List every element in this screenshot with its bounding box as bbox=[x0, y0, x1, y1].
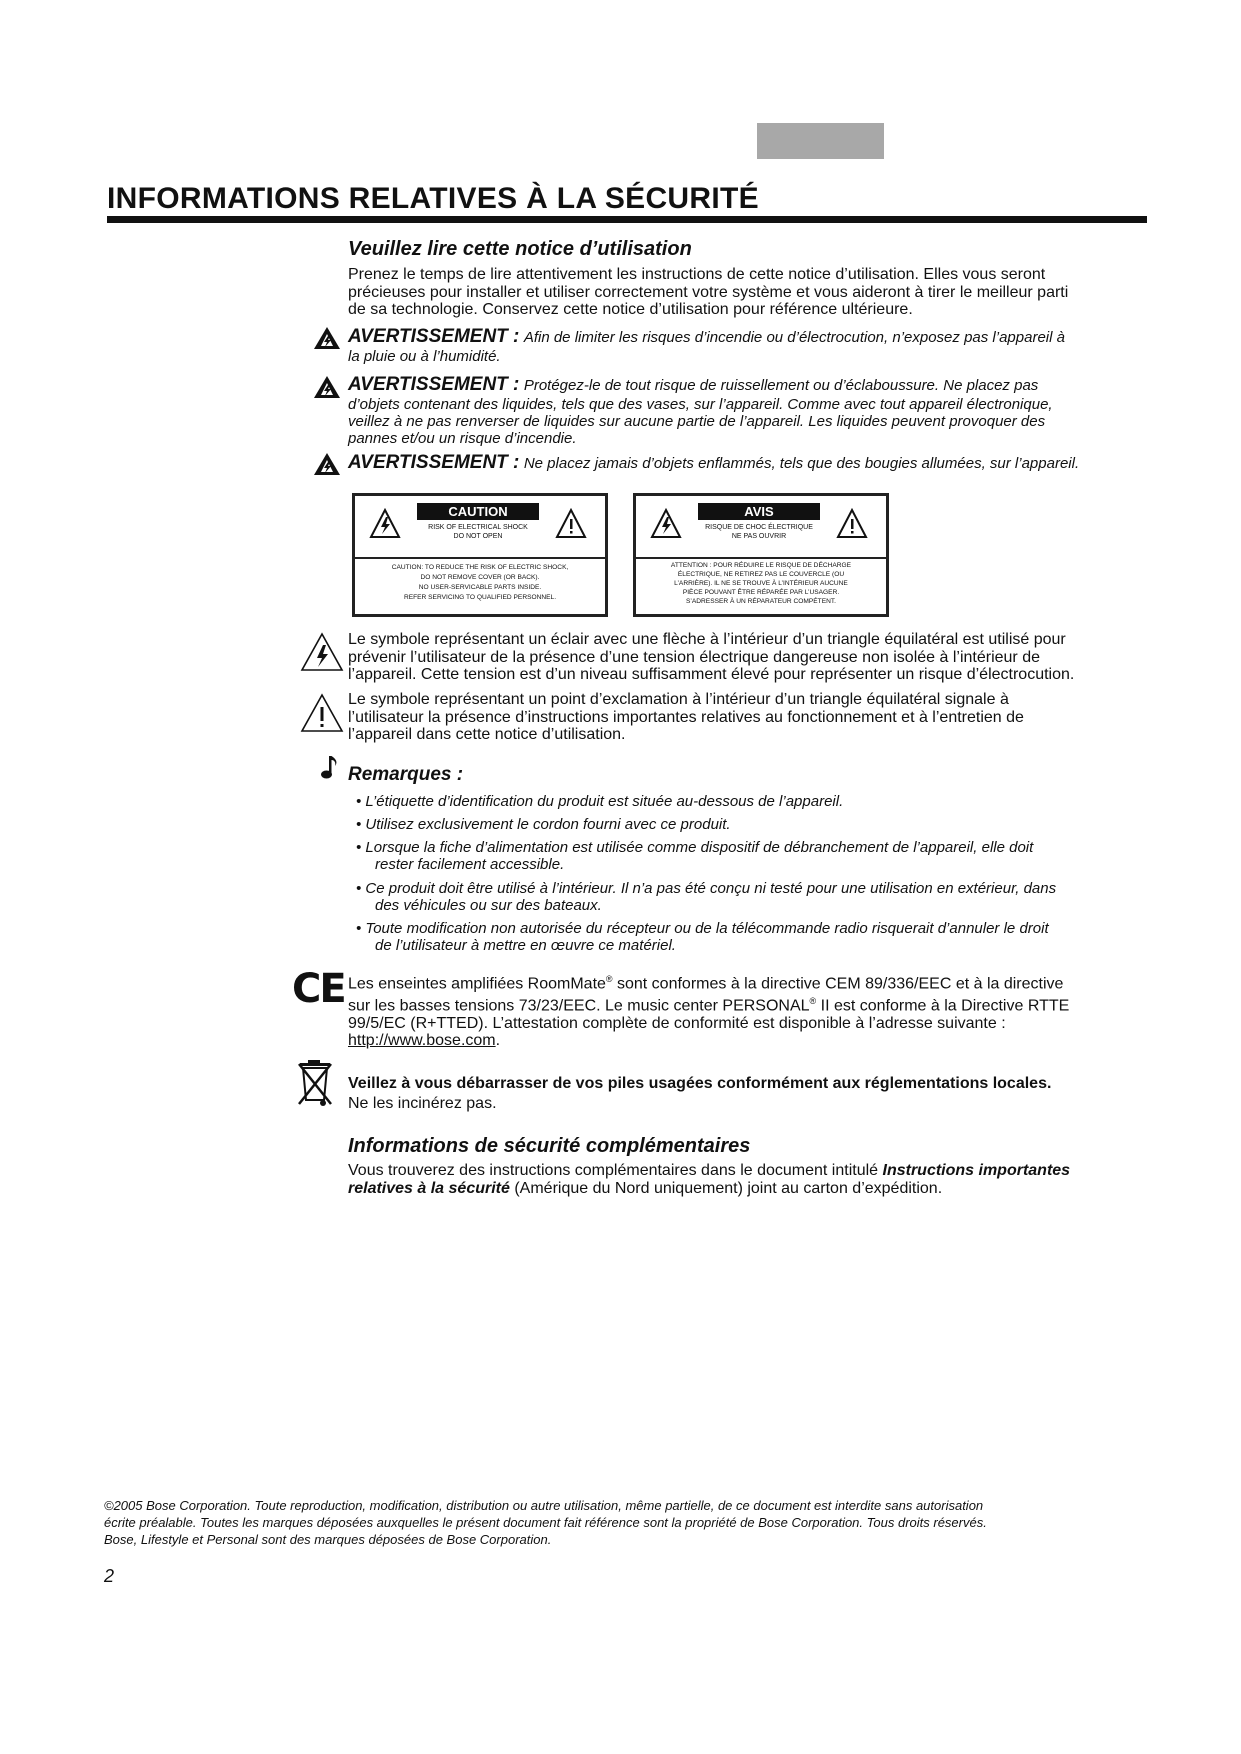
warning-line: Ne placez jamais d’objets enflammés, tels que des bougies allumées, sur l’appareil. bbox=[523, 455, 1080, 472]
read-notice-body bbox=[348, 266, 1148, 319]
read-notice-line: Prenez le temps de lire attentivement les instructions de cette notice d’utilisation. Elles vous seront bbox=[348, 266, 1046, 283]
remarks-heading: Remarques : bbox=[348, 764, 464, 785]
additional-line: Vous trouverez des instructions complémentaires dans le document intitulé bbox=[348, 1162, 883, 1179]
caution-title: AVIS bbox=[698, 503, 820, 520]
exclamation-triangle-icon bbox=[836, 508, 868, 540]
caution-title: CAUTION bbox=[417, 503, 539, 520]
ce-line: Les enseintes amplifiées RoomMate bbox=[348, 975, 606, 993]
caution-label-top bbox=[355, 496, 605, 559]
warning-label: AVERTISSEMENT : bbox=[348, 374, 520, 395]
warning-label: AVERTISSEMENT : bbox=[348, 326, 520, 347]
warning-block bbox=[348, 374, 1148, 447]
warning-line: Afin de limiter les risques d’incendie ou d’électrocution, n’exposez pas l’appareil à bbox=[523, 329, 1065, 346]
remark-item bbox=[356, 880, 1156, 914]
caution-bottom-text bbox=[355, 559, 605, 614]
footer-line: ©2005 Bose Corporation. Toute reproduction, modification, distribution ou autre utilisation, même partielle, de ce document est interdite sans autorisation bbox=[104, 1498, 984, 1513]
read-notice-line: précieuses pour installer et utiliser correctement votre système et vous aideront à tirer le meilleur parti bbox=[348, 283, 1069, 301]
additional-info-text bbox=[348, 1162, 1168, 1197]
ce-text: Les enseintes amplifiées RoomMate® sont conformes à la directive CEM 89/336/EEC et à la directive sur les basses tensions 73/23/EEC. Le music center PERSONAL® II est conforme à la Directive RTTE 99/5/EC (R+TTED). L’attestation complète de conformité est disponible à l’adresse suivante : http://www.bose.com. bbox=[348, 971, 1148, 1050]
bullet: • bbox=[356, 880, 366, 897]
symbol-line: l’appareil dans cette notice d’utilisation. bbox=[348, 726, 626, 743]
caution-label-top bbox=[636, 496, 886, 559]
caution-sub-line: NE PAS OUVRIR bbox=[731, 533, 787, 540]
symbol-line: l’appareil. Cette tension est d’un niveau suffisamment élevé pour représenter un risque d’électrocution. bbox=[348, 666, 1075, 683]
symbol-line: Le symbole représentant un point d’exclamation à l’intérieur d’un triangle équilatéral signale à bbox=[348, 691, 1009, 708]
lightning-triangle-icon bbox=[650, 508, 682, 540]
ce-line: sont conformes à la directive CEM 89/336/EEC et à la directive bbox=[612, 975, 1064, 993]
symbol-line: l’utilisateur la présence d’instructions importantes relatives au fonctionnement et à l’entretien de bbox=[348, 708, 1024, 726]
exclamation-triangle-icon bbox=[555, 508, 587, 540]
battery-bold-line: Veillez à vous débarrasser de vos piles usagées conformément aux réglementations locales. bbox=[348, 1075, 1052, 1092]
bullet: • bbox=[356, 793, 366, 810]
remark-line: rester facilement accessible. bbox=[375, 856, 565, 873]
remark-line: Lorsque la fiche d’alimentation est utilisée comme dispositif de débranchement de l’appareil, elle doit bbox=[365, 839, 1034, 856]
bullet: • bbox=[356, 920, 366, 937]
registered-mark: ® bbox=[605, 974, 613, 984]
remark-item bbox=[356, 793, 1156, 810]
warning-block bbox=[348, 452, 1168, 474]
symbol-line: prévenir l’utilisateur de la présence d’une tension électrique dangereuse non isolée à l’intérieur de bbox=[348, 648, 1040, 666]
caution-sub bbox=[413, 523, 543, 541]
ce-mark-icon: CE bbox=[292, 966, 345, 1012]
additional-title-ref: Instructions importantes bbox=[882, 1162, 1071, 1179]
remark-item bbox=[356, 839, 1156, 873]
remark-item bbox=[356, 920, 1156, 954]
caution-sub-line: RISQUE DE CHOC ÉLECTRIQUE bbox=[705, 524, 813, 531]
additional-title-ref: relatives à la sécurité bbox=[348, 1179, 510, 1197]
caution-bottom-line: ÉLECTRIQUE, NE RETIREZ PAS LE COUVERCLE (OU bbox=[677, 571, 845, 578]
copyright-footer bbox=[104, 1497, 1154, 1548]
caution-bottom-line: L’ARRIÈRE). IL NE SE TROUVE À L’INTÉRIEUR AUCUNE bbox=[674, 580, 848, 587]
warning-line: d’objets contenant des liquides, tels que des vases, sur l’appareil. Comme avec tout appareil électronique, bbox=[348, 396, 1053, 413]
bullet: • bbox=[356, 839, 366, 856]
header-tab-marker bbox=[757, 123, 884, 159]
additional-line: (Amérique du Nord uniquement) joint au carton d’expédition. bbox=[509, 1179, 943, 1197]
caution-sub-line: DO NOT OPEN bbox=[453, 533, 503, 540]
warning-triangle-icon bbox=[313, 326, 341, 350]
symbol-line: Le symbole représentant un éclair avec une flèche à l’intérieur d’un triangle équilatéral est utilisé pour bbox=[348, 631, 1066, 648]
registered-mark: ® bbox=[809, 995, 817, 1006]
remark-line: L’étiquette d’identification du produit est située au-dessous de l’appareil. bbox=[365, 793, 844, 810]
battery-normal-line: Ne les incinérez pas. bbox=[348, 1095, 497, 1112]
exclamation-triangle-icon bbox=[300, 693, 344, 733]
remark-line: Ce produit doit être utilisé à l’intérieur. Il n’a pas été conçu ni testé pour une utilisation en extérieur, dans bbox=[365, 880, 1057, 897]
crossed-bin-icon bbox=[296, 1058, 336, 1108]
caution-bottom-line: REFER SERVICING TO QUALIFIED PERSONNEL. bbox=[403, 594, 557, 601]
read-notice-heading: Veuillez lire cette notice d’utilisation bbox=[348, 238, 692, 260]
caution-bottom-line: CAUTION: TO REDUCE THE RISK OF ELECTRIC SHOCK, bbox=[391, 564, 569, 571]
lightning-triangle-icon bbox=[369, 508, 401, 540]
warning-triangle-icon bbox=[313, 375, 341, 399]
caution-label-french bbox=[633, 493, 889, 617]
caution-bottom-line: ATTENTION : POUR RÉDUIRE LE RISQUE DE DÉCHARGE bbox=[670, 562, 852, 569]
page-number: 2 bbox=[104, 1566, 115, 1586]
footer-line: Bose, Lifestyle et Personal sont des marques déposées de Bose Corporation. bbox=[104, 1532, 552, 1547]
caution-bottom-line: PIÈCE POUVANT ÊTRE RÉPARÉE PAR L’USAGER. bbox=[682, 589, 840, 596]
page-title: INFORMATIONS RELATIVES À LA SÉCURITÉ bbox=[107, 182, 759, 215]
exclamation-symbol-text bbox=[348, 691, 1148, 744]
caution-sub bbox=[694, 523, 824, 541]
ce-line: sur les basses tensions 73/23/EEC. Le music center PERSONAL bbox=[348, 997, 810, 1015]
read-notice-line: de sa technologie. Conservez cette notice d’utilisation pour référence ultérieure. bbox=[348, 301, 913, 318]
lightning-symbol-text bbox=[348, 631, 1148, 684]
bullet: • bbox=[356, 816, 366, 833]
warning-line: pannes et/ou un risque d’incendie. bbox=[348, 430, 577, 447]
warning-triangle-icon bbox=[313, 452, 341, 476]
title-rule bbox=[107, 216, 1147, 223]
battery-notice bbox=[348, 1074, 1168, 1114]
warning-line: veillez à ne pas renverser de liquides sur aucune partie de l’appareil. Les liquides peuvent provoquer des bbox=[348, 413, 1046, 430]
footer-line: écrite préalable. Toutes les marques déposées auxquelles le présent document fait référence sont la propriété de Bose Corporation. Tous droits réservés. bbox=[104, 1515, 987, 1530]
music-note-icon bbox=[320, 754, 340, 780]
warning-line: la pluie ou à l’humidité. bbox=[348, 348, 501, 365]
remark-line: de l’utilisateur à mettre en œuvre ce matériel. bbox=[375, 937, 676, 954]
ce-line: II est conforme à la Directive RTTE bbox=[816, 997, 1070, 1015]
caution-bottom-text bbox=[636, 559, 886, 614]
remark-line: des véhicules ou sur des bateaux. bbox=[375, 897, 602, 914]
additional-info-heading: Informations de sécurité complémentaires bbox=[348, 1135, 751, 1157]
caution-bottom-line: NO USER-SERVICABLE PARTS INSIDE. bbox=[418, 584, 542, 591]
warning-label: AVERTISSEMENT : bbox=[348, 452, 520, 473]
warning-block bbox=[348, 326, 1148, 365]
caution-bottom-line: S’ADRESSER À UN RÉPARATEUR COMPÉTENT. bbox=[686, 598, 836, 605]
remark-line: Utilisez exclusivement le cordon fourni avec ce produit. bbox=[365, 816, 731, 833]
ce-line: 99/5/EC (R+TTED). L’attestation complète de conformité est disponible à l’adresse suivante : bbox=[348, 1014, 1006, 1032]
warning-line: Protégez-le de tout risque de ruissellement ou d’éclaboussure. Ne placez pas bbox=[523, 377, 1039, 394]
remark-item bbox=[356, 816, 1156, 833]
caution-label-english bbox=[352, 493, 608, 617]
caution-sub-line: RISK OF ELECTRICAL SHOCK bbox=[428, 524, 528, 531]
remark-line: Toute modification non autorisée du récepteur ou de la télécommande radio risquerait d’annuler le droit bbox=[365, 920, 1049, 937]
bose-website-link[interactable]: http://www.bose.com bbox=[348, 1032, 496, 1050]
lightning-triangle-icon bbox=[300, 632, 344, 672]
caution-bottom-line: DO NOT REMOVE COVER (OR BACK). bbox=[420, 574, 540, 581]
